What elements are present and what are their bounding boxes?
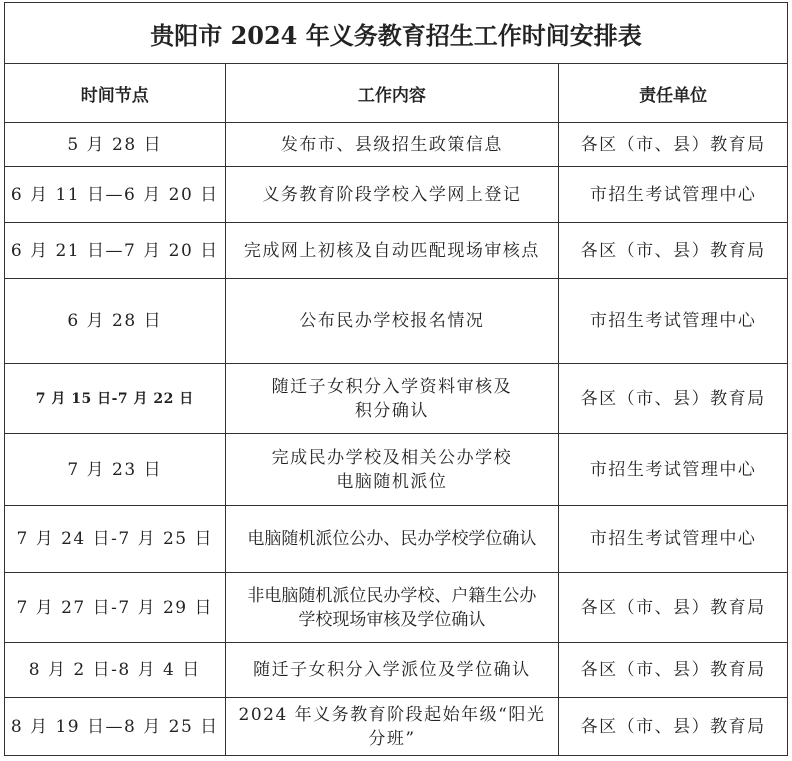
work-cell — [225, 123, 559, 167]
work-line: 电脑随机派位 — [336, 471, 448, 492]
work-line: 2024 年义务教育阶段起始年级“阳光 — [238, 704, 546, 725]
table-row — [5, 434, 788, 506]
unit-cell: 市招生考试管理中心 — [559, 167, 788, 223]
time-cell: 6 月 21 日—7 月 20 日 — [5, 223, 226, 279]
work-line: 完成网上初核及自动匹配现场审核点 — [243, 240, 540, 261]
header-time: 时间节点 — [5, 64, 226, 123]
work-cell — [225, 698, 559, 756]
time-cell: 5 月 28 日 — [5, 123, 226, 167]
work-line: 学校现场审核及学位确认 — [298, 609, 486, 630]
table-row — [5, 698, 788, 756]
time-cell: 7 月 23 日 — [5, 434, 226, 506]
time-cell: 7 月 27 日-7 月 29 日 — [5, 573, 226, 643]
table-row — [5, 643, 788, 698]
table-row — [5, 573, 788, 643]
work-line: 发布市、县级招生政策信息 — [280, 134, 503, 155]
title-row — [5, 3, 788, 64]
unit-cell: 各区（市、县）教育局 — [559, 123, 788, 167]
work-cell — [225, 573, 559, 643]
work-cell — [225, 364, 559, 434]
unit-cell: 各区（市、县）教育局 — [559, 573, 788, 643]
work-cell — [225, 506, 559, 573]
work-line: 分班” — [368, 728, 416, 749]
work-line: 公布民办学校报名情况 — [299, 311, 485, 331]
schedule-table — [4, 2, 788, 756]
header-work: 工作内容 — [225, 64, 559, 123]
work-cell — [225, 279, 559, 364]
table-row — [5, 167, 788, 223]
work-cell — [225, 167, 559, 223]
work-cell — [225, 223, 559, 279]
table-row — [5, 223, 788, 279]
work-cell — [225, 643, 559, 698]
table-row — [5, 364, 788, 434]
table-row — [5, 123, 788, 167]
time-cell: 6 月 28 日 — [5, 279, 226, 364]
header-row — [5, 64, 788, 123]
unit-cell: 各区（市、县）教育局 — [559, 698, 788, 756]
table-row — [5, 279, 788, 364]
unit-cell: 市招生考试管理中心 — [559, 506, 788, 573]
work-line: 积分确认 — [354, 400, 429, 421]
unit-cell: 各区（市、县）教育局 — [559, 643, 788, 698]
header-unit: 责任单位 — [559, 64, 788, 123]
time-cell: 8 月 2 日-8 月 4 日 — [5, 643, 226, 698]
work-line: 义务教育阶段学校入学网上登记 — [262, 184, 522, 205]
work-line: 非电脑随机派位民办学校、户籍生公办 — [247, 585, 537, 606]
unit-cell: 市招生考试管理中心 — [559, 434, 788, 506]
work-cell — [225, 434, 559, 506]
time-cell: 6 月 11 日—6 月 20 日 — [5, 167, 226, 223]
work-line: 随迁子女积分入学派位及学位确认 — [253, 660, 531, 680]
time-cell: 8 月 19 日—8 月 25 日 — [5, 698, 226, 756]
work-line: 完成民办学校及相关公办学校 — [271, 447, 513, 468]
schedule-document — [4, 2, 788, 756]
table-row — [5, 506, 788, 573]
page-title: 贵阳市 2024 年义务教育招生工作时间安排表 — [5, 3, 788, 64]
unit-cell: 市招生考试管理中心 — [559, 279, 788, 364]
work-line: 随迁子女积分入学资料审核及 — [271, 376, 513, 397]
time-cell: 7 月 24 日-7 月 25 日 — [5, 506, 226, 573]
time-cell: 7 月 15 日-7 月 22 日 — [5, 364, 226, 434]
unit-cell: 各区（市、县）教育局 — [559, 364, 788, 434]
unit-cell: 各区（市、县）教育局 — [559, 223, 788, 279]
work-line: 电脑随机派位公办、民办学校学位确认 — [247, 529, 537, 549]
